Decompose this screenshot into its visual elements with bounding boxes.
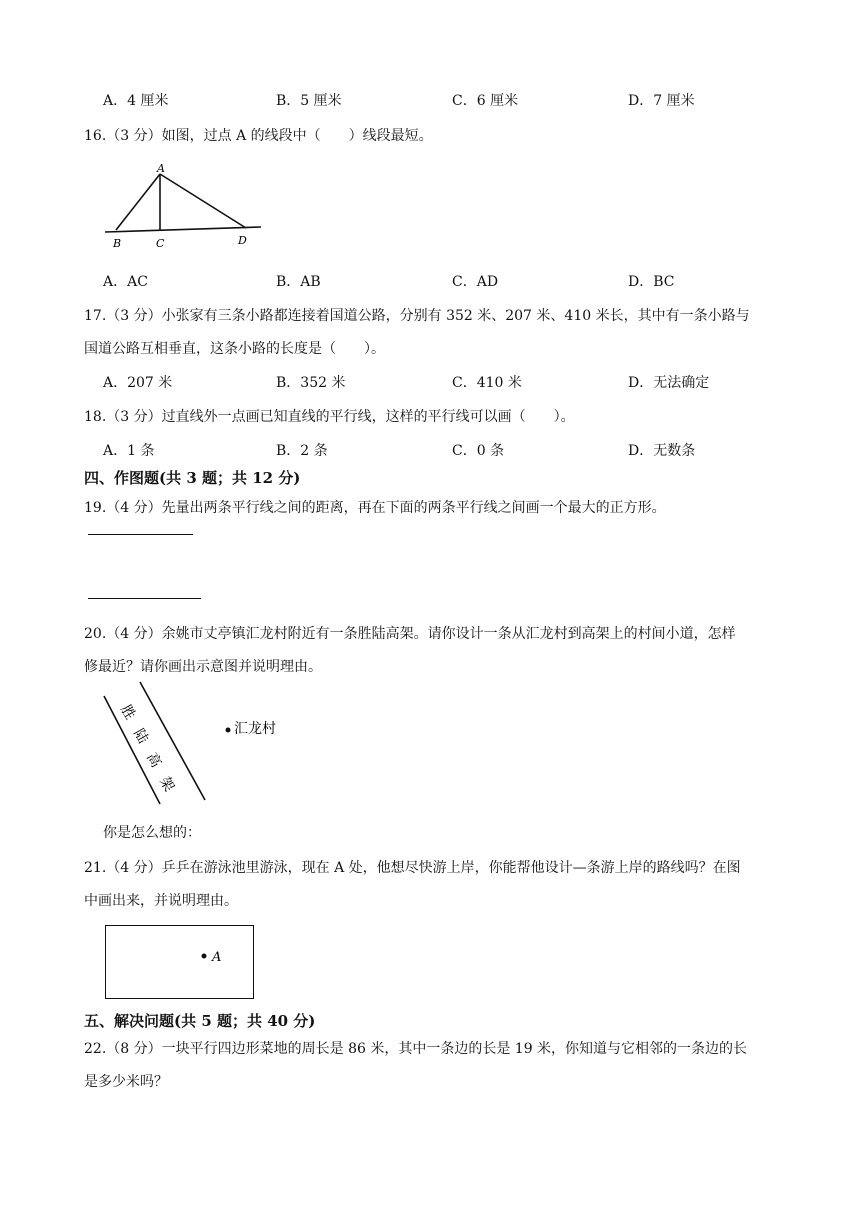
q20-village-label: 汇龙村 bbox=[234, 721, 276, 737]
q16-segment-ad bbox=[160, 174, 246, 228]
q18-option-d: D．无数条 bbox=[628, 443, 696, 459]
q16-segment-ab bbox=[116, 174, 160, 230]
q16-option-c: C．AD bbox=[452, 274, 499, 290]
q20-village-point bbox=[226, 728, 231, 733]
q18-option-a: A．1 条 bbox=[103, 443, 155, 459]
q19-parallel-line-top bbox=[88, 534, 193, 535]
q20-road-char-2: 陆 bbox=[130, 726, 152, 747]
q18-text: 18.（3 分）过直线外一点画已知直线的平行线，这样的平行线可以画（ ）。 bbox=[84, 409, 575, 425]
q17-option-c: C．410 米 bbox=[452, 375, 522, 391]
q15-option-c: C．6 厘米 bbox=[452, 93, 519, 109]
q17-option-b: B．352 米 bbox=[276, 375, 346, 391]
q16-label-a: A bbox=[157, 162, 165, 175]
q17-option-a: A．207 米 bbox=[103, 375, 173, 391]
section-4-title: 四、作图题(共 3 题；共 12 分) bbox=[84, 469, 301, 487]
q20-text-line2: 修最近？请你画出示意图并说明理由。 bbox=[84, 659, 322, 675]
q21-text-line2: 中画出来，并说明理由。 bbox=[84, 893, 238, 909]
q17-text-line1: 17.（3 分）小张家有三条小路都连接着国道公路，分别有 352 米、207 米、410 米长，其中有一条小路与 bbox=[84, 308, 750, 324]
q16-option-b: B．AB bbox=[276, 274, 321, 290]
q16-base-line bbox=[105, 227, 261, 232]
q16-option-d: D．BC bbox=[628, 274, 675, 290]
q20-prompt: 你是怎么想的： bbox=[103, 825, 201, 841]
q16-option-a: A．AC bbox=[103, 274, 148, 290]
q21-point-figure bbox=[196, 944, 236, 968]
q21-point-label: A bbox=[212, 950, 222, 965]
q16-label-c: C bbox=[156, 237, 165, 250]
q16-triangle-figure bbox=[100, 158, 270, 250]
q20-road-char-4: 架 bbox=[156, 774, 178, 795]
q18-option-c: C．0 条 bbox=[452, 443, 505, 459]
q22-text-line2: 是多少米吗？ bbox=[84, 1074, 168, 1090]
q22-text-line1: 22.（8 分）一块平行四边形菜地的周长是 86 米，其中一条边的长是 19 米，你知道与它相邻的一条边的长 bbox=[84, 1041, 748, 1057]
q17-option-d: D．无法确定 bbox=[628, 375, 710, 391]
q20-text-line1: 20.（4 分）余姚市丈亭镇汇龙村附近有一条胜陆高架。请你设计一条从汇龙村到高架上的村间小道，怎样 bbox=[84, 626, 736, 642]
q15-option-b: B．5 厘米 bbox=[276, 93, 342, 109]
q20-highway-figure bbox=[100, 680, 300, 810]
q17-text-line2: 国道公路互相垂直，这条小路的长度是（ ）。 bbox=[84, 341, 385, 357]
q19-text: 19.（4 分）先量出两条平行线之间的距离，再在下面的两条平行线之间画一个最大的正方形。 bbox=[84, 500, 666, 516]
q18-option-b: B．2 条 bbox=[276, 443, 328, 459]
q20-road-char-1: 胜 bbox=[117, 702, 139, 723]
section-5-title: 五、解决问题(共 5 题；共 40 分) bbox=[84, 1012, 316, 1030]
q15-option-a: A．4 厘米 bbox=[103, 93, 169, 109]
q20-road-char-3: 高 bbox=[143, 750, 165, 771]
q16-text: 16.（3 分）如图，过点 A 的线段中（ ）线段最短。 bbox=[84, 128, 433, 144]
q21-point-a bbox=[202, 954, 207, 959]
q16-label-b: B bbox=[113, 237, 122, 250]
q19-parallel-line-bottom bbox=[88, 598, 201, 599]
q21-text-line1: 21.（4 分）乒乒在游泳池里游泳，现在 A 处，他想尽快游上岸，你能帮他设计—条游上岸的路线吗？在图 bbox=[84, 860, 741, 876]
q16-label-d: D bbox=[238, 234, 247, 247]
q15-option-d: D．7 厘米 bbox=[628, 93, 695, 109]
